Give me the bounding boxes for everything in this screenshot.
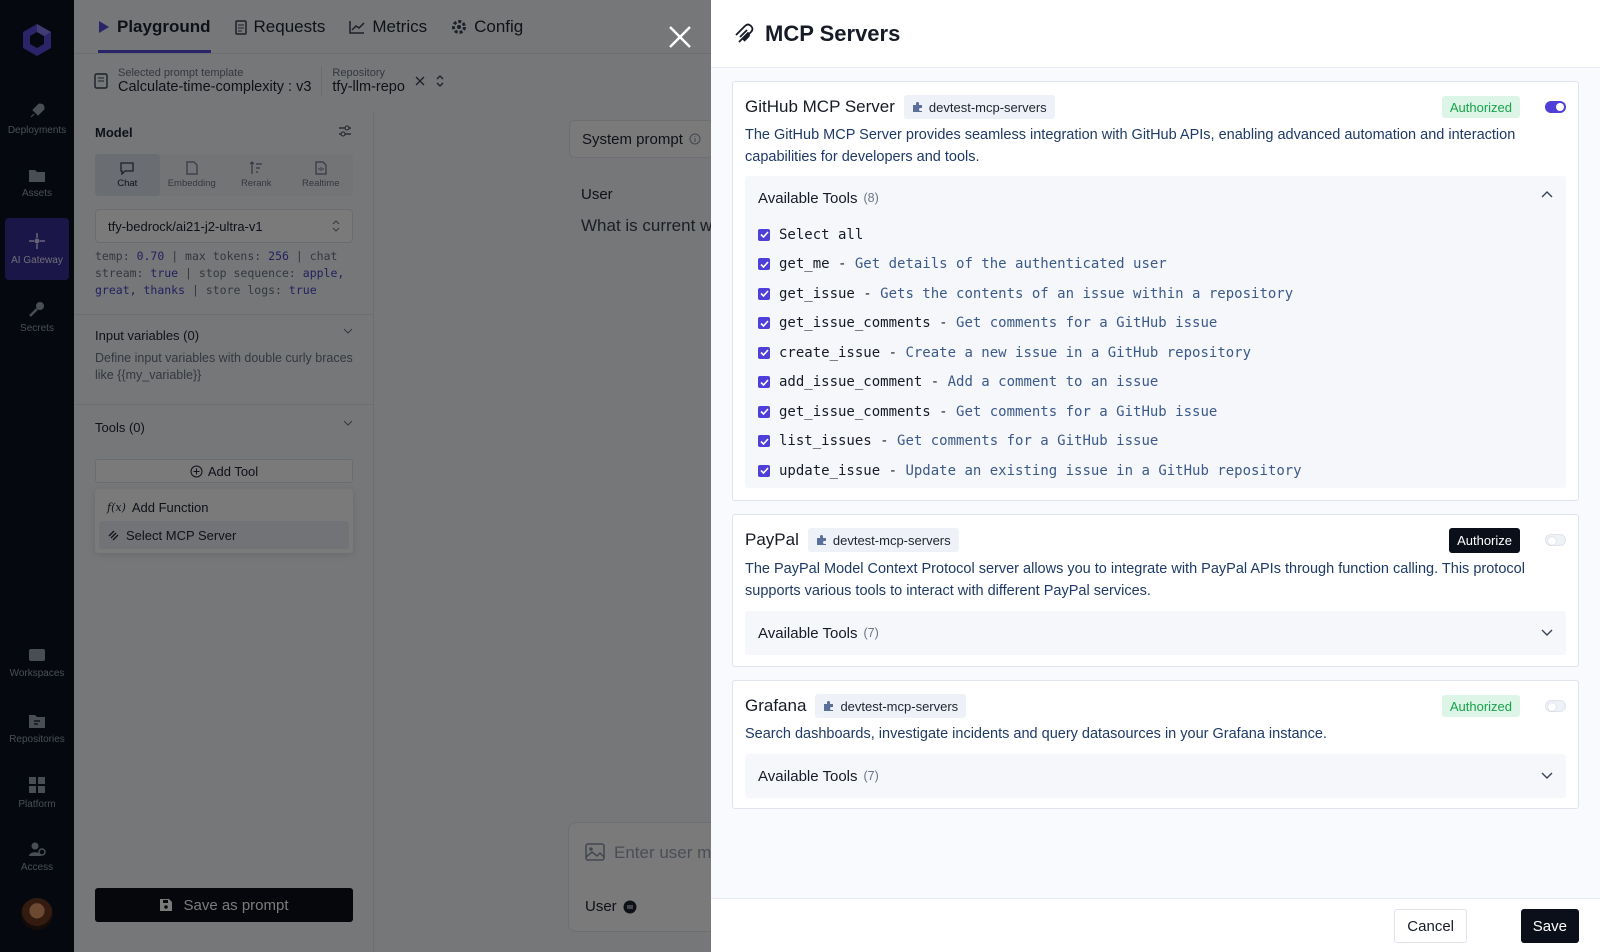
- chevron-down-icon: [1541, 629, 1553, 636]
- tool-row[interactable]: [745, 309, 1566, 339]
- tool-description: Create a new issue in a GitHub repository: [905, 344, 1252, 361]
- separator: -: [930, 403, 957, 420]
- tool-name: create_issue: [779, 344, 881, 361]
- server-group-label: devtest-mcp-servers: [928, 99, 1047, 115]
- available-tools: [745, 754, 1566, 798]
- server-group-chip: [815, 694, 966, 718]
- server-name: GitHub MCP Server: [745, 97, 895, 116]
- available-tools-label: Available Tools: [758, 767, 858, 785]
- separator: -: [930, 315, 957, 332]
- tools-count: (7): [863, 769, 879, 783]
- puzzle-icon: [912, 101, 924, 113]
- tools-count: (8): [863, 191, 879, 205]
- select-all-label: Select all: [779, 226, 864, 243]
- tool-description: Get comments for a GitHub issue: [897, 433, 1159, 450]
- tool-description: Get details of the authenticated user: [854, 256, 1167, 273]
- server-header: [745, 94, 1566, 120]
- checkbox-checked[interactable]: [758, 347, 770, 359]
- modal-backdrop[interactable]: [0, 0, 711, 952]
- tool-name: add_issue_comment: [779, 374, 923, 391]
- checkbox-checked[interactable]: [758, 465, 770, 477]
- available-tools-label: Available Tools: [758, 624, 858, 642]
- server-group-chip: [904, 95, 1055, 119]
- authorized-badge: Authorized: [1442, 96, 1520, 118]
- checkbox-checked[interactable]: [758, 229, 770, 241]
- checkbox-checked[interactable]: [758, 258, 770, 270]
- server-card-github: [732, 81, 1579, 501]
- tool-row[interactable]: [745, 279, 1566, 309]
- server-enable-toggle[interactable]: [1545, 534, 1566, 546]
- select-all-row[interactable]: [745, 220, 1566, 250]
- available-tools: [745, 176, 1566, 488]
- separator: -: [854, 285, 881, 302]
- available-tools: [745, 611, 1566, 655]
- tool-row[interactable]: [745, 338, 1566, 368]
- puzzle-icon: [816, 534, 828, 546]
- server-group-chip: [808, 528, 959, 552]
- drawer-header: [711, 0, 1600, 68]
- mcp-icon: [733, 23, 755, 45]
- tool-row[interactable]: [745, 368, 1566, 398]
- tool-name: get_issue_comments: [779, 315, 931, 332]
- tool-name: get_issue: [779, 285, 855, 302]
- tool-description: Get comments for a GitHub issue: [956, 315, 1218, 332]
- server-list: [711, 68, 1600, 898]
- server-name: PayPal: [745, 530, 799, 549]
- checkbox-checked[interactable]: [758, 435, 770, 447]
- tools-count: (7): [863, 626, 879, 640]
- authorized-badge: Authorized: [1442, 695, 1520, 717]
- tool-row[interactable]: [745, 427, 1566, 457]
- server-group-label: devtest-mcp-servers: [832, 532, 951, 548]
- close-icon[interactable]: [668, 25, 692, 49]
- tool-description: Update an existing issue in a GitHub repository: [905, 462, 1302, 479]
- tool-description: Get comments for a GitHub issue: [956, 403, 1218, 420]
- mcp-servers-drawer: [711, 0, 1600, 952]
- drawer-footer: [711, 898, 1600, 952]
- available-tools-label: Available Tools: [758, 189, 858, 207]
- cancel-button[interactable]: Cancel: [1394, 909, 1467, 943]
- server-header: [745, 693, 1566, 719]
- separator: -: [880, 462, 906, 479]
- server-description: Search dashboards, investigate incidents and query datasources in your Grafana instance.: [745, 726, 1327, 742]
- available-tools-header[interactable]: [745, 611, 1566, 655]
- tool-description: Add a comment to an issue: [947, 374, 1159, 391]
- server-name: Grafana: [745, 696, 807, 715]
- checkbox-checked[interactable]: [758, 376, 770, 388]
- server-header: [745, 527, 1566, 553]
- checkbox-checked[interactable]: [758, 406, 770, 418]
- server-description: The PayPal Model Context Protocol server allows you to integrate with PayPal APIs through function calling. This protocol supports various tools to interact with different PayPal services.: [745, 561, 1525, 599]
- save-button[interactable]: Save: [1521, 909, 1579, 943]
- server-enable-toggle[interactable]: [1545, 700, 1566, 712]
- drawer-title: MCP Servers: [765, 20, 901, 46]
- tool-name: update_issue: [779, 462, 881, 479]
- tool-row[interactable]: [745, 456, 1566, 486]
- tool-name: get_me: [779, 256, 830, 273]
- server-card-grafana: [732, 680, 1579, 809]
- separator: -: [922, 374, 948, 391]
- authorize-button[interactable]: Authorize: [1449, 528, 1520, 553]
- separator: -: [880, 344, 906, 361]
- separator: -: [871, 433, 898, 450]
- tool-description: Gets the contents of an issue within a repository: [880, 285, 1294, 302]
- server-card-paypal: [732, 514, 1579, 667]
- server-group-label: devtest-mcp-servers: [840, 698, 959, 714]
- server-description: The GitHub MCP Server provides seamless integration with GitHub APIs, enabling advanced automation and interaction capabilities for developers and tools.: [745, 127, 1516, 165]
- checkbox-checked[interactable]: [758, 317, 770, 329]
- chevron-down-icon: [1541, 772, 1553, 779]
- tool-row[interactable]: [745, 397, 1566, 427]
- tool-row[interactable]: [745, 250, 1566, 280]
- tool-name: get_issue_comments: [779, 403, 931, 420]
- puzzle-icon: [823, 700, 835, 712]
- chevron-up-icon: [1541, 191, 1553, 198]
- checkbox-checked[interactable]: [758, 288, 770, 300]
- tool-name: list_issues: [779, 433, 872, 450]
- available-tools-header[interactable]: [745, 176, 1566, 220]
- separator: -: [829, 256, 855, 273]
- available-tools-header[interactable]: [745, 754, 1566, 798]
- server-enable-toggle[interactable]: [1545, 101, 1566, 113]
